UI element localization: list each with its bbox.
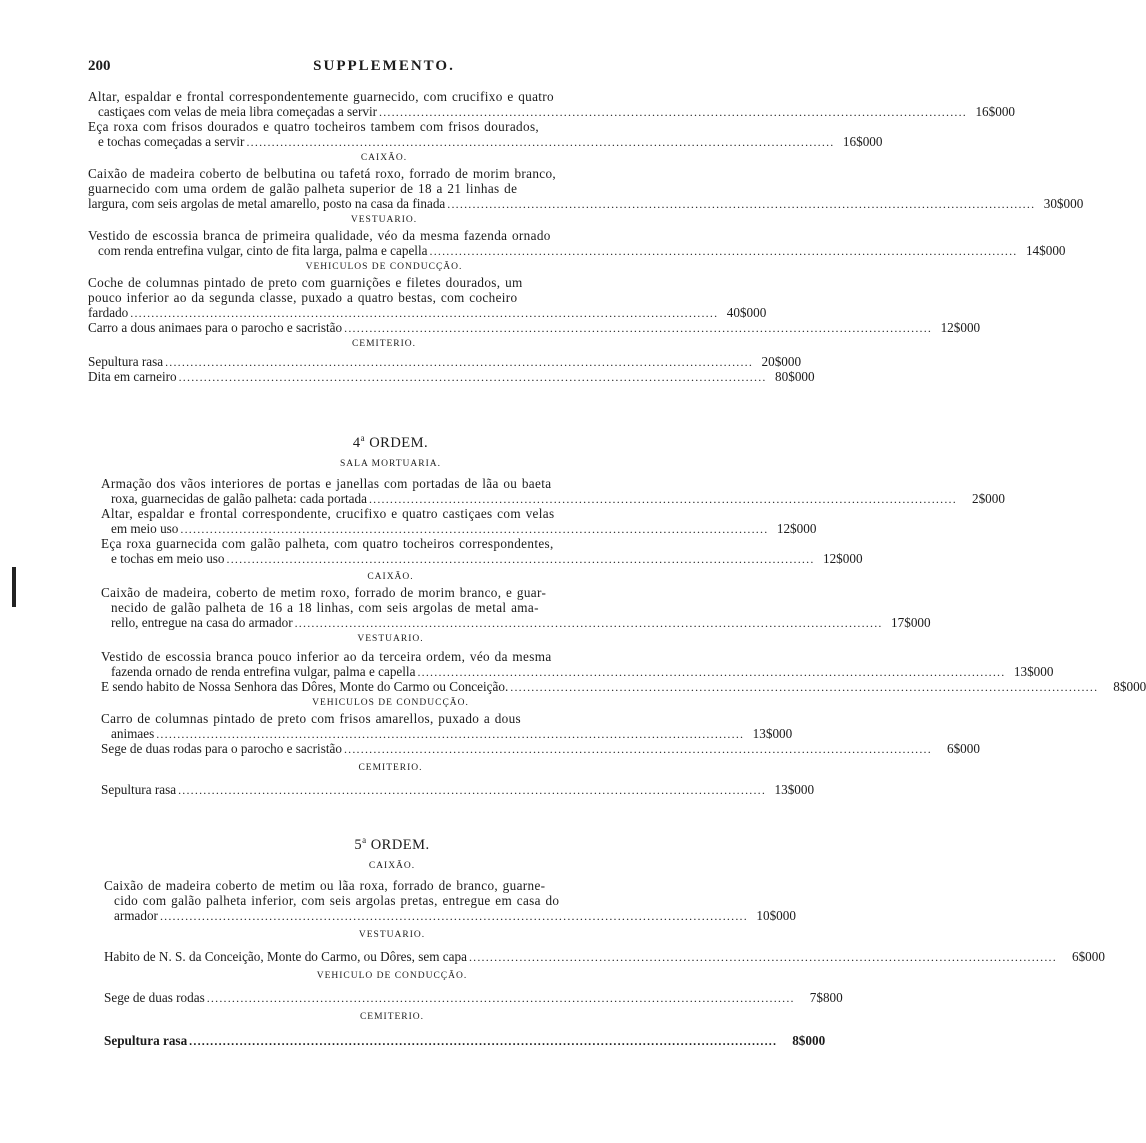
list-item: Altar, espaldar e frontal correspondentemente guarnecido, com crucifixo e quatro bbox=[88, 89, 554, 104]
list-item: E sendo habito de Nossa Senhora das Dôres, Monte do Carmo ou Conceição. ............................................................................................................................................ 8$000 bbox=[101, 679, 1146, 694]
dot-leader: ............................................................................................................................................ bbox=[468, 950, 1057, 964]
ordem-4 bbox=[101, 430, 1146, 797]
list-item: animaes ............................................................................................................................................ 13$000 bbox=[111, 726, 793, 741]
dot-leader: ............................................................................................................................................ bbox=[294, 616, 883, 630]
list-item: e tochas em meio uso ............................................................................................................................................ 12$000 bbox=[111, 551, 863, 566]
section-caption: VESTUARIO. bbox=[350, 215, 418, 225]
section-caption: VESTUARIO. bbox=[358, 930, 426, 940]
dot-leader: ............................................................................................................................................ bbox=[178, 783, 767, 797]
list-item: Caixão de madeira coberto de belbutina ou tafetá roxo, forrado de morim branco, bbox=[88, 166, 557, 181]
running-title: SUPPLEMENTO. bbox=[313, 58, 455, 74]
dot-leader: ............................................................................................................................................ bbox=[510, 680, 1099, 694]
dot-leader: ............................................................................................................................................ bbox=[246, 135, 835, 149]
price: 13$000 bbox=[1013, 664, 1054, 679]
section-caption: VEHICULOS DE CONDUCÇÃO. bbox=[312, 698, 469, 708]
list-item: em meio uso ............................................................................................................................................ 12$000 bbox=[111, 521, 817, 536]
list-item: largura, com seis argolas de metal amarello, posto na casa da finada ............................................................................................................................................ 30$000 bbox=[88, 196, 1084, 211]
dot-leader: ............................................................................................................................................ bbox=[189, 1034, 778, 1048]
price: 12$000 bbox=[776, 521, 817, 536]
price: 17$000 bbox=[891, 615, 931, 630]
list-item: Coche de columnas pintado de preto com guarnições e filetes dourados, um bbox=[88, 275, 523, 290]
section-caption: CAIXÃO. bbox=[367, 572, 414, 582]
price: 14$000 bbox=[1025, 243, 1066, 258]
list-item: Habito de N. S. da Conceição, Monte do Carmo, ou Dôres, sem capa ............................................................................................................................................ 6$000 bbox=[104, 949, 1105, 964]
list-item: fazenda ornado de renda entrefina vulgar, palma e capella ............................................................................................................................................ 13$000 bbox=[111, 664, 1054, 679]
list-item: castiçaes com velas de meia libra começadas a servir ............................................................................................................................................ 16$000 bbox=[98, 104, 1015, 119]
list-item: Carro de columnas pintado de preto com frisos amarellos, puxado a dous bbox=[101, 711, 522, 726]
section-caption: SALA MORTUARIA. bbox=[340, 459, 441, 469]
list-item: Dita em carneiro ............................................................................................................................................ 80$000 bbox=[88, 369, 815, 384]
price: 7$800 bbox=[809, 990, 843, 1005]
price: 6$000 bbox=[946, 741, 980, 756]
dot-leader: ............................................................................................................................................ bbox=[165, 355, 754, 369]
list-item: Eça roxa guarnecida com galão palheta, com quatro tocheiros correspondentes, bbox=[101, 536, 554, 551]
price: 6$000 bbox=[1071, 949, 1105, 964]
list-item: cido com galão palheta inferior, com seis argolas pretas, entregue em casa do bbox=[114, 893, 560, 908]
price: 40$000 bbox=[726, 305, 767, 320]
list-item: Carro a dous animaes para o parocho e sacristão ............................................................................................................................................ 12$000 bbox=[88, 320, 981, 335]
section-caption: VEHICULOS DE CONDUCÇÃO. bbox=[305, 262, 463, 272]
section-caption: CEMITERIO. bbox=[351, 339, 417, 349]
dot-leader: ............................................................................................................................................ bbox=[417, 665, 1006, 679]
margin-mark bbox=[12, 567, 16, 607]
section-caption: CAIXÃO. bbox=[360, 153, 408, 163]
section-caption: CEMITERIO. bbox=[358, 763, 423, 773]
dot-leader: ............................................................................................................................................ bbox=[206, 991, 795, 1005]
price: 8$000 bbox=[792, 1033, 826, 1048]
price: 8$000 bbox=[1113, 679, 1146, 694]
page-header bbox=[88, 58, 680, 78]
dot-leader: ............................................................................................................................................ bbox=[226, 552, 815, 566]
list-item: Armação dos vãos interiores de portas e janellas com portadas de lãa ou baeta bbox=[101, 476, 552, 491]
list-item: Sege de duas rodas para o parocho e sacristão ............................................................................................................................................ 6$000 bbox=[101, 741, 980, 756]
dot-leader: ............................................................................................................................................ bbox=[156, 727, 745, 741]
dot-leader: ............................................................................................................................................ bbox=[344, 321, 933, 335]
section-caption: VESTUARIO. bbox=[357, 634, 424, 644]
dot-leader: ............................................................................................................................................ bbox=[379, 105, 967, 119]
ordem-5 bbox=[104, 832, 1105, 1048]
dot-leader: ............................................................................................................................................ bbox=[343, 742, 932, 756]
ordem-3-continued bbox=[88, 89, 1084, 384]
section-caption: CAIXÃO. bbox=[368, 861, 416, 871]
price: 12$000 bbox=[940, 320, 981, 335]
price: 10$000 bbox=[756, 908, 796, 923]
dot-leader: ............................................................................................................................................ bbox=[178, 370, 767, 384]
dot-leader: ............................................................................................................................................ bbox=[130, 306, 719, 320]
price: 16$000 bbox=[842, 134, 883, 149]
dot-leader: ............................................................................................................................................ bbox=[429, 244, 1018, 258]
list-item: roxa, guarnecidas de galão palheta: cada portada ............................................................................................................................................ 2$000 bbox=[111, 491, 1005, 506]
list-item: Eça roxa com frisos dourados e quatro tocheiros tambem com frisos dourados, bbox=[88, 119, 540, 134]
section-heading: 5$^a$ ORDEM. bbox=[354, 835, 430, 853]
section-caption: VEHICULO DE CONDUCÇÃO. bbox=[316, 971, 468, 981]
list-item: com renda entrefina vulgar, cinto de fita larga, palma e capella ............................................................................................................................................ 14$000 bbox=[98, 243, 1066, 258]
list-item: Altar, espaldar e frontal correspondente, crucifixo e quatro castiçaes com velas bbox=[101, 506, 555, 521]
list-item: Vestido de escossia branca pouco inferior ao da terceira ordem, véo da mesma bbox=[101, 649, 552, 664]
price: 16$000 bbox=[975, 104, 1015, 119]
list-item: guarnecido com uma ordem de galão palheta superior de 18 a 21 linhas de bbox=[88, 181, 518, 196]
list-item: Sege de duas rodas ............................................................................................................................................ 7$800 bbox=[104, 990, 843, 1005]
list-item: e tochas começadas a servir ............................................................................................................................................ 16$000 bbox=[98, 134, 883, 149]
price: 2$000 bbox=[971, 491, 1005, 506]
price: 30$000 bbox=[1043, 196, 1084, 211]
price: 20$000 bbox=[761, 354, 802, 369]
list-item: rello, entregue na casa do armador ............................................................................................................................................ 17$000 bbox=[111, 615, 931, 630]
list-item: Sepultura rasa ............................................................................................................................................ 8$000 bbox=[104, 1033, 826, 1048]
list-item: Vestido de escossia branca de primeira qualidade, véo da mesma fazenda ornado bbox=[88, 228, 551, 243]
dot-leader: ............................................................................................................................................ bbox=[180, 522, 769, 536]
list-item: armador ............................................................................................................................................ 10$000 bbox=[114, 908, 796, 923]
list-item: pouco inferior ao da segunda classe, puxado a quatro bestas, com cocheiro bbox=[88, 290, 518, 305]
page-number: 200 bbox=[88, 58, 111, 74]
final-entry bbox=[104, 1033, 826, 1048]
dot-leader: ............................................................................................................................................ bbox=[368, 492, 957, 506]
list-item: Sepultura rasa ............................................................................................................................................ 20$000 bbox=[88, 354, 802, 369]
list-item: fardado ............................................................................................................................................ 40$000 bbox=[88, 305, 767, 320]
price: 12$000 bbox=[822, 551, 863, 566]
price: 13$000 bbox=[774, 782, 815, 797]
price: 13$000 bbox=[752, 726, 793, 741]
dot-leader: ............................................................................................................................................ bbox=[447, 197, 1036, 211]
list-item: Caixão de madeira, coberto de metim roxo, forrado de morim branco, e guar- bbox=[101, 585, 547, 600]
section-heading: 4$^a$ ORDEM. bbox=[352, 433, 429, 451]
list-item: Sepultura rasa ............................................................................................................................................ 13$000 bbox=[101, 782, 815, 797]
price: 80$000 bbox=[775, 369, 815, 384]
section-caption: CEMITERIO. bbox=[359, 1012, 425, 1022]
list-item: necido de galão palheta de 16 a 18 linhas, com seis argolas de metal ama- bbox=[111, 600, 539, 615]
list-item: Caixão de madeira coberto de metim ou lãa roxa, forrado de branco, guarne- bbox=[104, 878, 546, 893]
dot-leader: ............................................................................................................................................ bbox=[159, 909, 748, 923]
